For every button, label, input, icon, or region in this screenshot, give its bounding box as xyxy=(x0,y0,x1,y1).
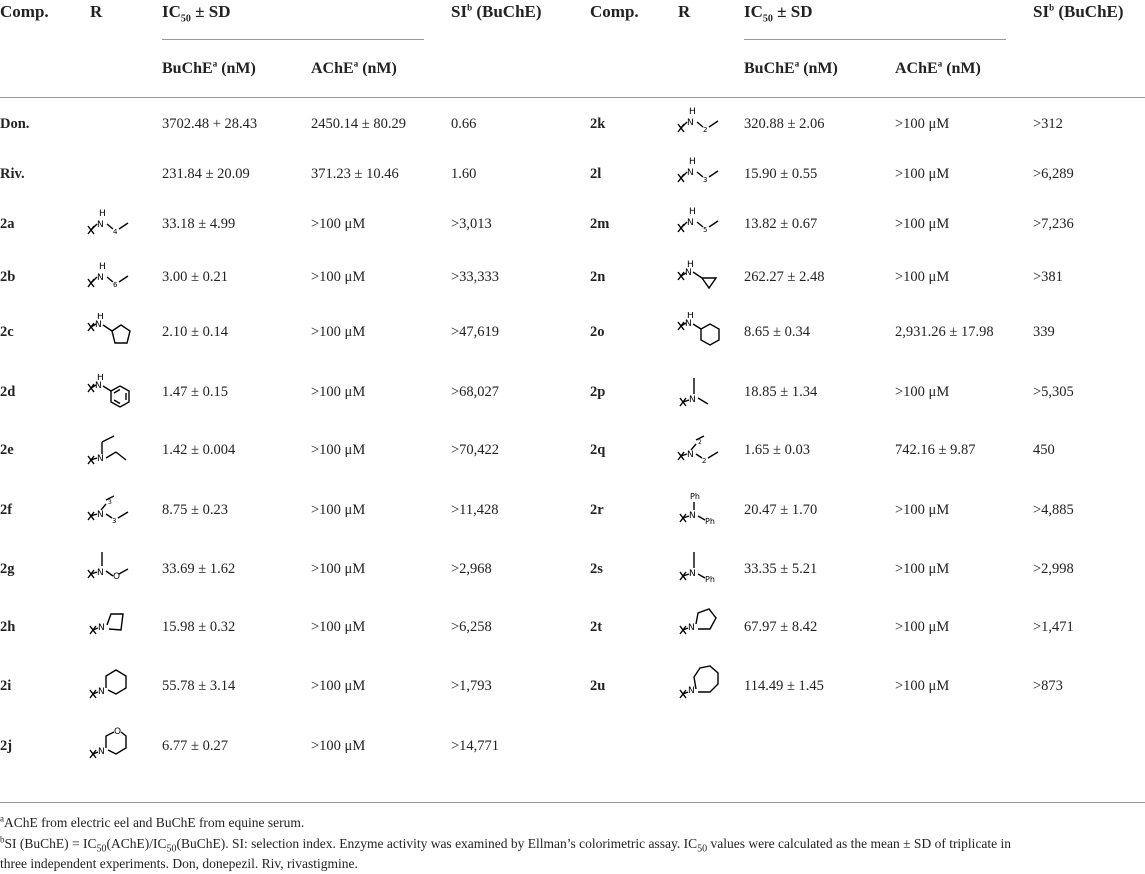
buche-value: 114.49 ± 1.45 xyxy=(744,678,824,694)
buche-value: 3702.48 + 28.43 xyxy=(162,116,258,132)
header-ache-right: AChE$^a$ (nM) xyxy=(895,58,981,77)
svg-text:2: 2 xyxy=(702,457,707,465)
ache-value: >100 μM xyxy=(895,216,950,232)
header-ic50: $IC_{50}$ ± SD xyxy=(162,2,231,25)
svg-text:2: 2 xyxy=(703,126,708,134)
comp-label: 2m xyxy=(590,216,610,232)
comp-label: Don. xyxy=(0,116,30,132)
ache-value: >100 μM xyxy=(311,216,366,232)
buche-value: 15.90 ± 0.55 xyxy=(744,166,818,182)
svg-text:N: N xyxy=(98,623,105,633)
structure-2h xyxy=(88,608,132,642)
svg-text:H: H xyxy=(689,207,696,217)
comp-label: 2p xyxy=(590,384,606,400)
si-value: >70,422 xyxy=(451,442,500,458)
structure-2m xyxy=(676,204,722,238)
svg-text:N: N xyxy=(685,268,692,278)
svg-text:3: 3 xyxy=(108,499,112,506)
si-value: >381 xyxy=(1033,269,1063,285)
svg-text:3: 3 xyxy=(703,176,708,184)
structure-2s xyxy=(678,548,724,588)
header-r: R xyxy=(90,2,103,21)
buche-value: 6.77 ± 0.27 xyxy=(162,738,228,754)
svg-text:6: 6 xyxy=(113,281,118,289)
header-si-right: $SI^b$ (BuChE) xyxy=(1033,2,1124,21)
svg-text:N: N xyxy=(97,273,104,283)
svg-text:N: N xyxy=(685,319,692,329)
buche-value: 3.00 ± 0.21 xyxy=(162,269,228,285)
ache-value: >100 μM xyxy=(895,678,950,694)
header-buche-right: BuChE$^a$ (nM) xyxy=(744,58,838,77)
comp-label: 2q xyxy=(590,442,606,458)
svg-text:O: O xyxy=(113,572,121,582)
ache-value: >100 μM xyxy=(311,561,366,577)
comp-label: 2f xyxy=(0,502,13,518)
comp-label: 2u xyxy=(590,678,606,694)
ache-value: >100 μM xyxy=(895,561,950,577)
ache-value: >100 μM xyxy=(311,384,366,400)
si-value: >47,619 xyxy=(451,324,500,340)
comp-label: 2n xyxy=(590,269,606,285)
header-comp-right: Comp. xyxy=(590,2,639,21)
svg-text:N: N xyxy=(98,687,105,697)
buche-value: 13.82 ± 0.67 xyxy=(744,216,818,232)
svg-text:H: H xyxy=(97,374,104,383)
structure-2i xyxy=(88,664,134,704)
structure-2f xyxy=(86,490,134,530)
buche-value: 67.97 ± 8.42 xyxy=(744,619,818,635)
svg-text:3: 3 xyxy=(112,517,117,525)
comp-label: 2a xyxy=(0,216,15,232)
svg-text:N: N xyxy=(97,510,104,520)
structure-2d xyxy=(86,374,134,414)
si-value: >11,428 xyxy=(451,502,499,518)
structure-2b xyxy=(86,257,132,291)
svg-text:N: N xyxy=(97,568,104,578)
structure-2u xyxy=(678,662,724,704)
svg-text:H: H xyxy=(99,262,106,272)
comp-label: 2b xyxy=(0,269,16,285)
header-ache: AChE$^a$ (nM) xyxy=(311,58,397,77)
header-si: $SI^b$ (BuChE) xyxy=(451,2,542,21)
buche-value: 8.65 ± 0.34 xyxy=(744,324,810,340)
structure-2a xyxy=(86,204,132,238)
svg-text:N: N xyxy=(687,218,694,228)
svg-text:N: N xyxy=(98,747,105,757)
svg-text:H: H xyxy=(687,312,694,321)
comp-label: 2g xyxy=(0,561,15,577)
si-value: >1,793 xyxy=(451,678,492,694)
si-value: 339 xyxy=(1033,324,1055,340)
ache-value: >100 μM xyxy=(311,619,366,635)
buche-value: 55.78 ± 3.14 xyxy=(162,678,236,694)
svg-text:N: N xyxy=(687,450,694,460)
footnote-a: $^a$AChE from electric eel and BuChE from equine serum. xyxy=(0,813,305,830)
table-bottom-rule xyxy=(0,802,1145,803)
header-bottom-rule xyxy=(0,97,1145,98)
ache-value: 742.16 ± 9.87 xyxy=(895,442,976,458)
svg-text:N: N xyxy=(97,220,104,230)
svg-text:N: N xyxy=(689,569,696,579)
si-value: >2,998 xyxy=(1033,561,1074,577)
svg-text:Ph: Ph xyxy=(690,492,700,501)
svg-text:H: H xyxy=(687,260,694,270)
buche-value: 33.35 ± 5.21 xyxy=(744,561,818,577)
si-value: 450 xyxy=(1033,442,1055,458)
buche-value: 262.27 ± 2.48 xyxy=(744,269,825,285)
ache-value: 2,931.26 ± 17.98 xyxy=(895,324,994,340)
footnote-b-continued: three independent experiments. Don, donepezil. Riv, rivastigmine. xyxy=(0,856,358,871)
ache-value: >100 μM xyxy=(895,166,950,182)
svg-text:N: N xyxy=(688,623,695,633)
si-value: >3,013 xyxy=(451,216,492,232)
svg-text:N: N xyxy=(95,381,102,391)
buche-value: 231.84 ± 20.09 xyxy=(162,166,250,182)
si-value: >4,885 xyxy=(1033,502,1074,518)
structure-2j xyxy=(88,724,134,766)
buche-value: 320.88 ± 2.06 xyxy=(744,116,825,132)
comp-label: 2c xyxy=(0,324,14,340)
buche-value: 2.10 ± 0.14 xyxy=(162,324,228,340)
comp-label: 2s xyxy=(590,561,603,577)
svg-text:2: 2 xyxy=(698,439,702,446)
ic50-underline-right xyxy=(744,39,1006,40)
comp-label: 2k xyxy=(590,116,606,132)
comp-label: 2l xyxy=(590,166,602,182)
svg-text:H: H xyxy=(689,157,696,167)
buche-value: 18.85 ± 1.34 xyxy=(744,384,818,400)
structure-2t xyxy=(678,604,722,642)
structure-2r xyxy=(678,490,724,530)
svg-text:N: N xyxy=(689,511,696,521)
si-value: >312 xyxy=(1033,116,1063,132)
comp-label: 2e xyxy=(0,442,14,458)
ache-value: 2450.14 ± 80.29 xyxy=(311,116,406,132)
ache-value: >100 μM xyxy=(311,269,366,285)
structure-2k xyxy=(676,104,722,138)
ache-value: >100 μM xyxy=(311,678,366,694)
svg-text:O: O xyxy=(114,727,122,737)
comp-label: 2d xyxy=(0,384,16,400)
header-r-right: R xyxy=(678,2,691,21)
svg-text:H: H xyxy=(97,313,104,322)
ache-value: >100 μM xyxy=(895,619,950,635)
svg-text:Ph: Ph xyxy=(705,575,715,584)
svg-text:4: 4 xyxy=(113,228,118,236)
svg-text:N: N xyxy=(689,395,696,405)
si-value: >2,968 xyxy=(451,561,492,577)
comp-label: 2j xyxy=(0,738,13,754)
svg-text:H: H xyxy=(99,209,106,219)
structure-2p xyxy=(678,372,718,412)
header-comp: Comp. xyxy=(0,2,49,21)
svg-text:N: N xyxy=(97,454,104,464)
structure-2n xyxy=(676,258,722,294)
buche-value: 8.75 ± 0.23 xyxy=(162,502,228,518)
svg-text:Ph: Ph xyxy=(705,517,715,526)
svg-text:N: N xyxy=(687,118,694,128)
ic50-underline xyxy=(162,39,424,40)
si-value: >7,236 xyxy=(1033,216,1074,232)
header-buche: BuChE$^a$ (nM) xyxy=(162,58,256,77)
buche-value: 20.47 ± 1.70 xyxy=(744,502,818,518)
buche-value: 1.42 ± 0.004 xyxy=(162,442,236,458)
header-ic50-right: $IC_{50}$ ± SD xyxy=(744,2,813,25)
structure-2q xyxy=(676,430,724,470)
si-value: >873 xyxy=(1033,678,1063,694)
si-value: >33,333 xyxy=(451,269,500,285)
ache-value: >100 μM xyxy=(311,738,366,754)
comp-label: 2t xyxy=(590,619,603,635)
comp-label: 2o xyxy=(590,324,605,340)
structure-2c xyxy=(86,313,134,353)
ache-value: >100 μM xyxy=(895,269,950,285)
comp-label: Riv. xyxy=(0,166,25,182)
ache-value: 371.23 ± 10.46 xyxy=(311,166,399,182)
ache-value: >100 μM xyxy=(311,442,366,458)
buche-value: 1.65 ± 0.03 xyxy=(744,442,810,458)
svg-text:N: N xyxy=(688,686,695,696)
si-value: >6,289 xyxy=(1033,166,1074,182)
si-value: 0.66 xyxy=(451,116,477,132)
svg-text:N: N xyxy=(687,168,694,178)
ache-value: >100 μM xyxy=(311,324,366,340)
comp-label: 2i xyxy=(0,678,12,694)
si-value: >6,258 xyxy=(451,619,492,635)
ache-value: >100 μM xyxy=(311,502,366,518)
structure-2l xyxy=(676,154,722,188)
comp-label: 2r xyxy=(590,502,604,518)
si-value: >5,305 xyxy=(1033,384,1074,400)
ache-value: >100 μM xyxy=(895,116,950,132)
buche-value: 33.18 ± 4.99 xyxy=(162,216,236,232)
structure-2e xyxy=(86,428,134,472)
si-value: >14,771 xyxy=(451,738,500,754)
footnote-b: $^b$SI (BuChE) = $IC_{50}(AChE)/IC_{50}(BuChE)$. SI: selection index. Enzyme activity was examined by Ellman’s colorimetric assay. $IC_{50}$ values were calculated as the mean ± SD of triplicate in xyxy=(0,834,1012,855)
ache-value: >100 μM xyxy=(895,384,950,400)
svg-text:H: H xyxy=(689,107,696,117)
ache-value: >100 μM xyxy=(895,502,950,518)
structure-2o xyxy=(676,312,724,354)
svg-text:N: N xyxy=(95,320,102,330)
buche-value: 33.69 ± 1.62 xyxy=(162,561,236,577)
si-value: >1,471 xyxy=(1033,619,1074,635)
si-value: >68,027 xyxy=(451,384,500,400)
svg-text:5: 5 xyxy=(703,226,708,234)
si-value: 1.60 xyxy=(451,166,477,182)
buche-value: 15.98 ± 0.32 xyxy=(162,619,236,635)
comp-label: 2h xyxy=(0,619,16,635)
buche-value: 1.47 ± 0.15 xyxy=(162,384,228,400)
structure-2g xyxy=(86,548,136,588)
